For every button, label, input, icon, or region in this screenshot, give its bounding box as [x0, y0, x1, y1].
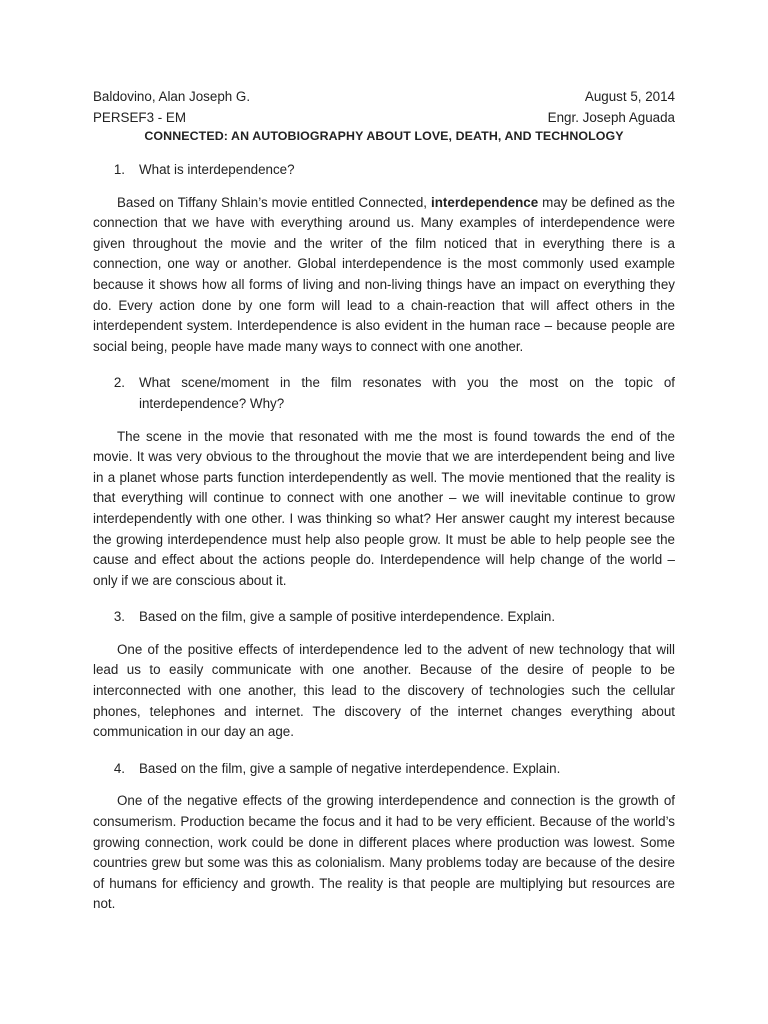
- question-text: Based on the film, give a sample of positive interdependence. Explain.: [139, 609, 556, 625]
- question-3: [93, 607, 675, 628]
- question-number: 2.: [113, 375, 125, 391]
- answer-text-post: may be defined as the connection that we have with everything around us. Many examples of interdependence were given throughout the movie and the writer of the film noticed that in everything there is a connection, one way or another. Global interdependence is the most commonly used example because it shows how all forms of living and non-living things have an impact on everything they do. Every action done by one form will lead to a chain-reaction that will affect others in the interdependent system. Interdependence is also evident in the human race – because people are social being, people have made many ways to connect with one another.: [93, 194, 676, 354]
- question-2: [93, 373, 675, 414]
- instructor-name: Engr. Joseph Aguada: [547, 110, 675, 125]
- answer-4: One of the negative effects of the growing interdependence and connection is the growth of consumerism. Production became the focus and it had to be very efficient. Because of the world’s growing connection, work could be done in different places where production was lowest. Some countries grew but some was this as colonialism. Many problems today are because of the desire of humans for efficiency and growth. The reality is that people are multiplying but resources are not.: [93, 793, 675, 912]
- answer-1: [93, 193, 675, 358]
- question-text: What is interdependence?: [139, 162, 295, 177]
- question-number: 1.: [113, 162, 125, 177]
- answer-2: The scene in the movie that resonated with me the most is found towards the end of the movie. It was very obvious to the throughout the movie that we are interdependent being and live in a planet whose parts function interdependently as well. The movie mentioned that the reality is that everything will continue to connect with one another – we will inevitable continue to grow interdependently with one other. I was thinking so what? Her answer caught my interest because the growing interdependence must help also people grow. It must be able to help people see the cause and effect about the actions people do. Interdependence will help change of the world – only if we are conscious about it.: [93, 428, 675, 588]
- document-title: CONNECTED: AN AUTOBIOGRAPHY ABOUT LOVE, DEATH, AND TECHNOLOGY: [144, 129, 624, 143]
- header-row-2: [93, 107, 675, 128]
- answer-3: One of the positive effects of interdependence led to the advent of new technology that will lead us to easily communicate with one another. Because of the desire of people to be interconnected with one another, this lead to the discovery of technologies such the cellular phones, telephones and internet. The discovery of the internet changes everything about communication in our day an age.: [93, 641, 675, 740]
- author-name: Baldovino, Alan Joseph G.: [93, 89, 251, 104]
- question-1: [93, 160, 675, 181]
- document-page: [93, 86, 675, 915]
- key-term: interdependence: [431, 194, 539, 210]
- section-code: PERSEF3 - EM: [93, 110, 187, 125]
- header-row-1: [93, 86, 675, 107]
- question-text: What scene/moment in the film resonates with you the most on the topic of interdependence? Why?: [139, 375, 675, 411]
- question-number: 3.: [113, 609, 125, 625]
- question-4: [93, 759, 675, 780]
- answer-text-pre: Based on Tiffany Shlain’s movie entitled Connected,: [117, 194, 432, 210]
- date: August 5, 2014: [584, 89, 675, 104]
- question-text: Based on the film, give a sample of negative interdependence. Explain.: [139, 760, 561, 776]
- question-number: 4.: [113, 760, 125, 776]
